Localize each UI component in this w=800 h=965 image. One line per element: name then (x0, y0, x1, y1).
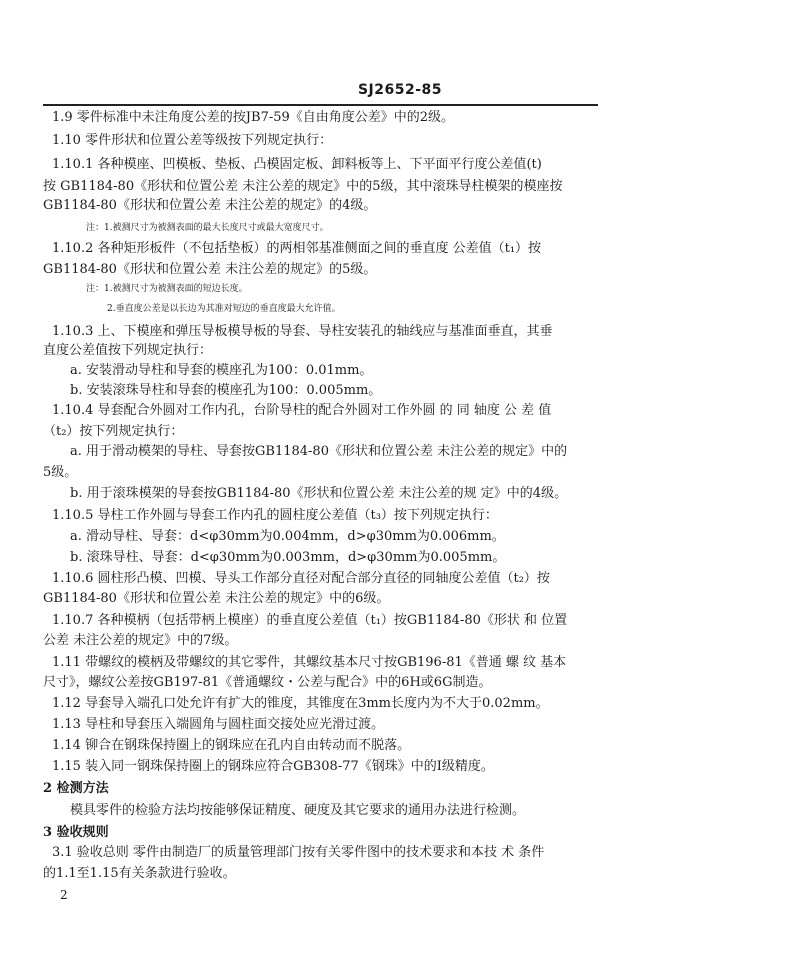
clause-1-10-6-cont: GB1184-80《形状和位置公差 未注公差的规定》中的6级。 (43, 591, 390, 606)
page-number: 2 (60, 888, 68, 902)
clause-1-10-5-b: b. 滚珠导柱、导套：d<φ30mm为0.003mm，d>φ30mm为0.005mm。 (70, 550, 506, 565)
clause-1-10-3-a: a. 安装滑动导柱和导套的模座孔为100：0.01mm。 (70, 363, 373, 378)
clause-1-10-6: 1.10.6 圆柱形凸模、凹模、导头工作部分直径对配合部分直径的同轴度公差值（t₂）按 (52, 571, 550, 586)
clause-1-10-4-cont: （t₂）按下列规定执行： (43, 424, 184, 439)
clause-1-11: 1.11 带螺纹的模柄及带螺纹的其它零件，其螺纹基本尺寸按GB196-81《普通 螺 纹 基本 (52, 655, 567, 670)
clause-1-10-5-a: a. 滑动导柱、导套：d<φ30mm为0.004mm，d>φ30mm为0.006mm。 (70, 529, 505, 544)
clause-1-10: 1.10 零件形状和位置公差等级按下列规定执行： (52, 133, 333, 148)
clause-1-10-4-a-cont: 5级。 (43, 465, 78, 480)
clause-3-1-cont: 的1.1至1.15有关条款进行验收。 (43, 866, 236, 881)
clause-1-9: 1.9 零件标准中未注角度公差的按JB7-59《自由角度公差》中的2级。 (52, 110, 455, 125)
clause-1-10-5: 1.10.5 导柱工作外圆与导套工作内孔的圆柱度公差值（t₃）按下列规定执行： (52, 508, 498, 523)
header-rule (43, 104, 598, 106)
clause-1-13: 1.13 导柱和导套压入端圆角与圆柱面交接处应光滑过渡。 (52, 717, 385, 732)
note-1-10-2-b: 2.垂直度公差是以长边为其准对短边的垂直度最大允许值。 (107, 304, 341, 314)
clause-1-14: 1.14 铆合在钢珠保持圈上的钢珠应在孔内自由转动而不脱落。 (52, 738, 411, 753)
clause-1-10-4: 1.10.4 导套配合外圆对工作内孔，台阶导柱的配合外圆对工作外圆 的 同 轴度 公 差 值 (52, 403, 552, 418)
section-2-body: 模具零件的检验方法均按能够保证精度、硬度及其它要求的通用办法进行检测。 (70, 803, 526, 818)
clause-1-10-1-cont-2: GB1184-80《形状和位置公差 未注公差的规定》的4级。 (43, 198, 377, 213)
note-1-10-2-a: 注：1.被测尺寸为被测表面的短边长度。 (86, 284, 248, 294)
clause-1-10-1: 1.10.1 各种模座、凹模板、垫板、凸模固定板、卸料板等上、下平面平行度公差值(t) (52, 157, 542, 172)
clause-3-1: 3.1 验收总则 零件由制造厂的质量管理部门按有关零件图中的技术要求和本技 术 条件 (52, 845, 545, 860)
clause-1-15: 1.15 装入同一钢珠保持圈上的钢珠应符合GB308-77《钢珠》中的Ⅰ级精度。 (52, 759, 494, 774)
section-3-heading: 3 验收规则 (43, 825, 109, 840)
clause-1-10-2: 1.10.2 各种矩形板件（不包括垫板）的两相邻基准侧面之间的垂直度 公差值（t₁）按 (52, 241, 542, 256)
clause-1-11-cont: 尺寸》，螺纹公差按GB197-81《普通螺纹・公差与配合》中的6H或6G制造。 (43, 675, 492, 690)
note-1-10-1: 注：1.被测尺寸为被测表面的最大长度尺寸或最大宽度尺寸。 (86, 223, 329, 233)
clause-1-10-3-b: b. 安装滚珠导柱和导套的模座孔为100：0.005mm。 (70, 383, 382, 398)
clause-1-10-3-cont: 直度公差值按下列规定执行： (43, 343, 213, 358)
clause-1-10-4-b: b. 用于滚珠模架的导套按GB1184-80《形状和位置公差 未注公差的规 定》中的4级。 (70, 486, 568, 501)
clause-1-12: 1.12 导套导入端孔口处允许有扩大的锥度，其锥度在3mm长度内为不大于0.02mm。 (52, 696, 549, 711)
clause-1-10-2-cont: GB1184-80《形状和位置公差 未注公差的规定》的5级。 (43, 262, 377, 277)
section-2-heading: 2 检测方法 (43, 781, 109, 796)
clause-1-10-1-cont-1: 按 GB1184-80《形状和位置公差 未注公差的规定》中的5级，其中滚珠导柱模架的模座按 (43, 179, 563, 194)
clause-1-10-7-cont: 公差 未注公差的规定》中的7级。 (43, 633, 238, 648)
clause-1-10-3: 1.10.3 上、下模座和弹压导板模导板的导套、导柱安装孔的轴线应与基准面垂直，其垂 (52, 324, 553, 339)
clause-1-10-4-a: a. 用于滑动模架的导柱、导套按GB1184-80《形状和位置公差 未注公差的规定》中的 (70, 444, 568, 459)
clause-1-10-7: 1.10.7 各种模柄（包括带柄上模座）的垂直度公差值（t₁）按GB1184-80《形状 和 位置 (52, 613, 568, 628)
page-header: SJ2652-85 (357, 82, 443, 98)
